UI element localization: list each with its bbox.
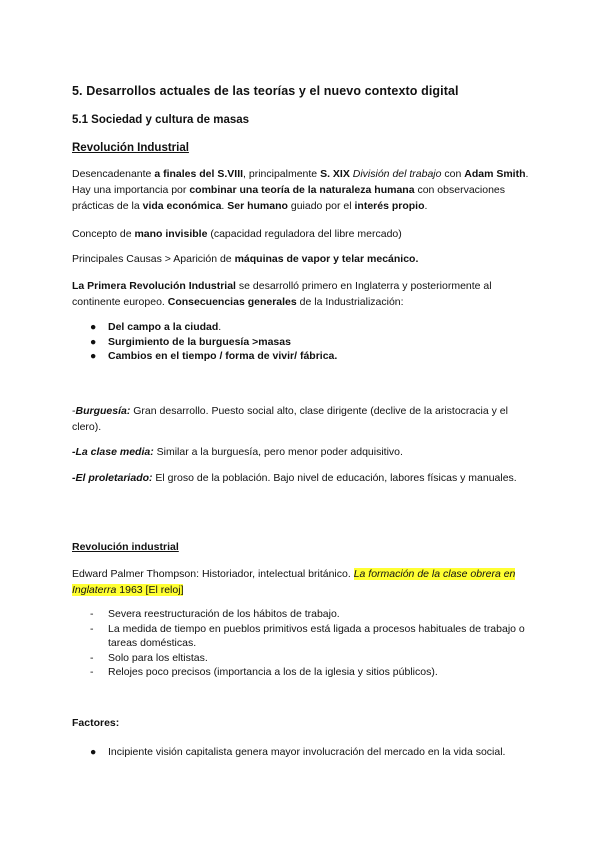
paragraph-thompson: Edward Palmer Thompson: Historiador, intelectual británico. La formación de la clase obrera en Inglaterra 1963 [El reloj] — [72, 568, 516, 596]
list-item: - Severa reestructuración de los hábitos de trabajo. — [90, 608, 340, 620]
factores-list — [72, 745, 534, 760]
list-item: ● Surgimiento de la burguesía >masas — [90, 335, 291, 348]
bullet-icon: ● — [90, 321, 97, 333]
list-item: ● Cambios en el tiempo / forma de vivir/ fábrica. — [90, 350, 338, 362]
section-subtitle: 5.1 Sociedad y cultura de masas — [72, 114, 250, 126]
dash-icon: - — [90, 651, 94, 664]
class-media: -La clase media: Similar a la burguesía, pero menor poder adquisitivo. — [72, 446, 403, 458]
thompson-list — [72, 607, 534, 680]
consequences-list — [72, 320, 534, 364]
section1-heading: Revolución Industrial — [72, 142, 189, 154]
bullet-icon: ● — [90, 746, 97, 758]
class-proletariado: -El proletariado: El groso de la población. Bajo nivel de educación, labores físicas y manuales. — [72, 472, 517, 484]
paragraph-primera-revolucion: La Primera Revolución Industrial se desarrolló primero en Inglaterra y posteriormente al continente europeo. Consecuencias generales de la Industrialización: — [72, 280, 492, 308]
section2-heading: Revolución industrial — [72, 541, 179, 553]
dash-icon: - — [90, 666, 94, 678]
bullet-icon: ● — [90, 350, 97, 362]
paragraph-mano-invisible: Concepto de mano invisible (capacidad reguladora del libre mercado) — [72, 228, 402, 240]
list-item: ● Incipiente visión capitalista genera mayor involucración del mercado en la vida social. — [90, 746, 506, 758]
dash-icon: - — [90, 608, 94, 620]
paragraph-causas: Principales Causas > Aparición de máquinas de vapor y telar mecánico. — [72, 253, 419, 265]
list-item: - La medida de tiempo en pueblos primitivos está ligada a procesos habituales de trabajo o tareas domésticas. — [90, 622, 525, 649]
dash-icon: - — [90, 622, 94, 635]
class-burguesia: -Burguesía: Gran desarrollo. Puesto social alto, clase dirigente (declive de la aristocracia y el clero). — [72, 405, 508, 433]
bullet-icon: ● — [90, 335, 97, 348]
document-title: 5. Desarrollos actuales de las teorías y el nuevo contexto digital — [72, 84, 459, 98]
paragraph-division-trabajo: Desencadenante a finales del S.VIII, principalmente S. XIX División del trabajo con Adam Smith. Hay una importancia por combinar una teoría de la naturaleza humana con observaciones prácticas de la vida económica. Ser humano guiado por el interés propio. — [72, 168, 529, 212]
list-item: - Solo para los eltistas. — [90, 651, 208, 664]
list-item: - Relojes poco precisos (importancia a los de la iglesia y sitios públicos). — [90, 666, 438, 678]
section3-heading: Factores: — [72, 717, 120, 729]
list-item: ● Del campo a la ciudad. — [90, 321, 222, 333]
